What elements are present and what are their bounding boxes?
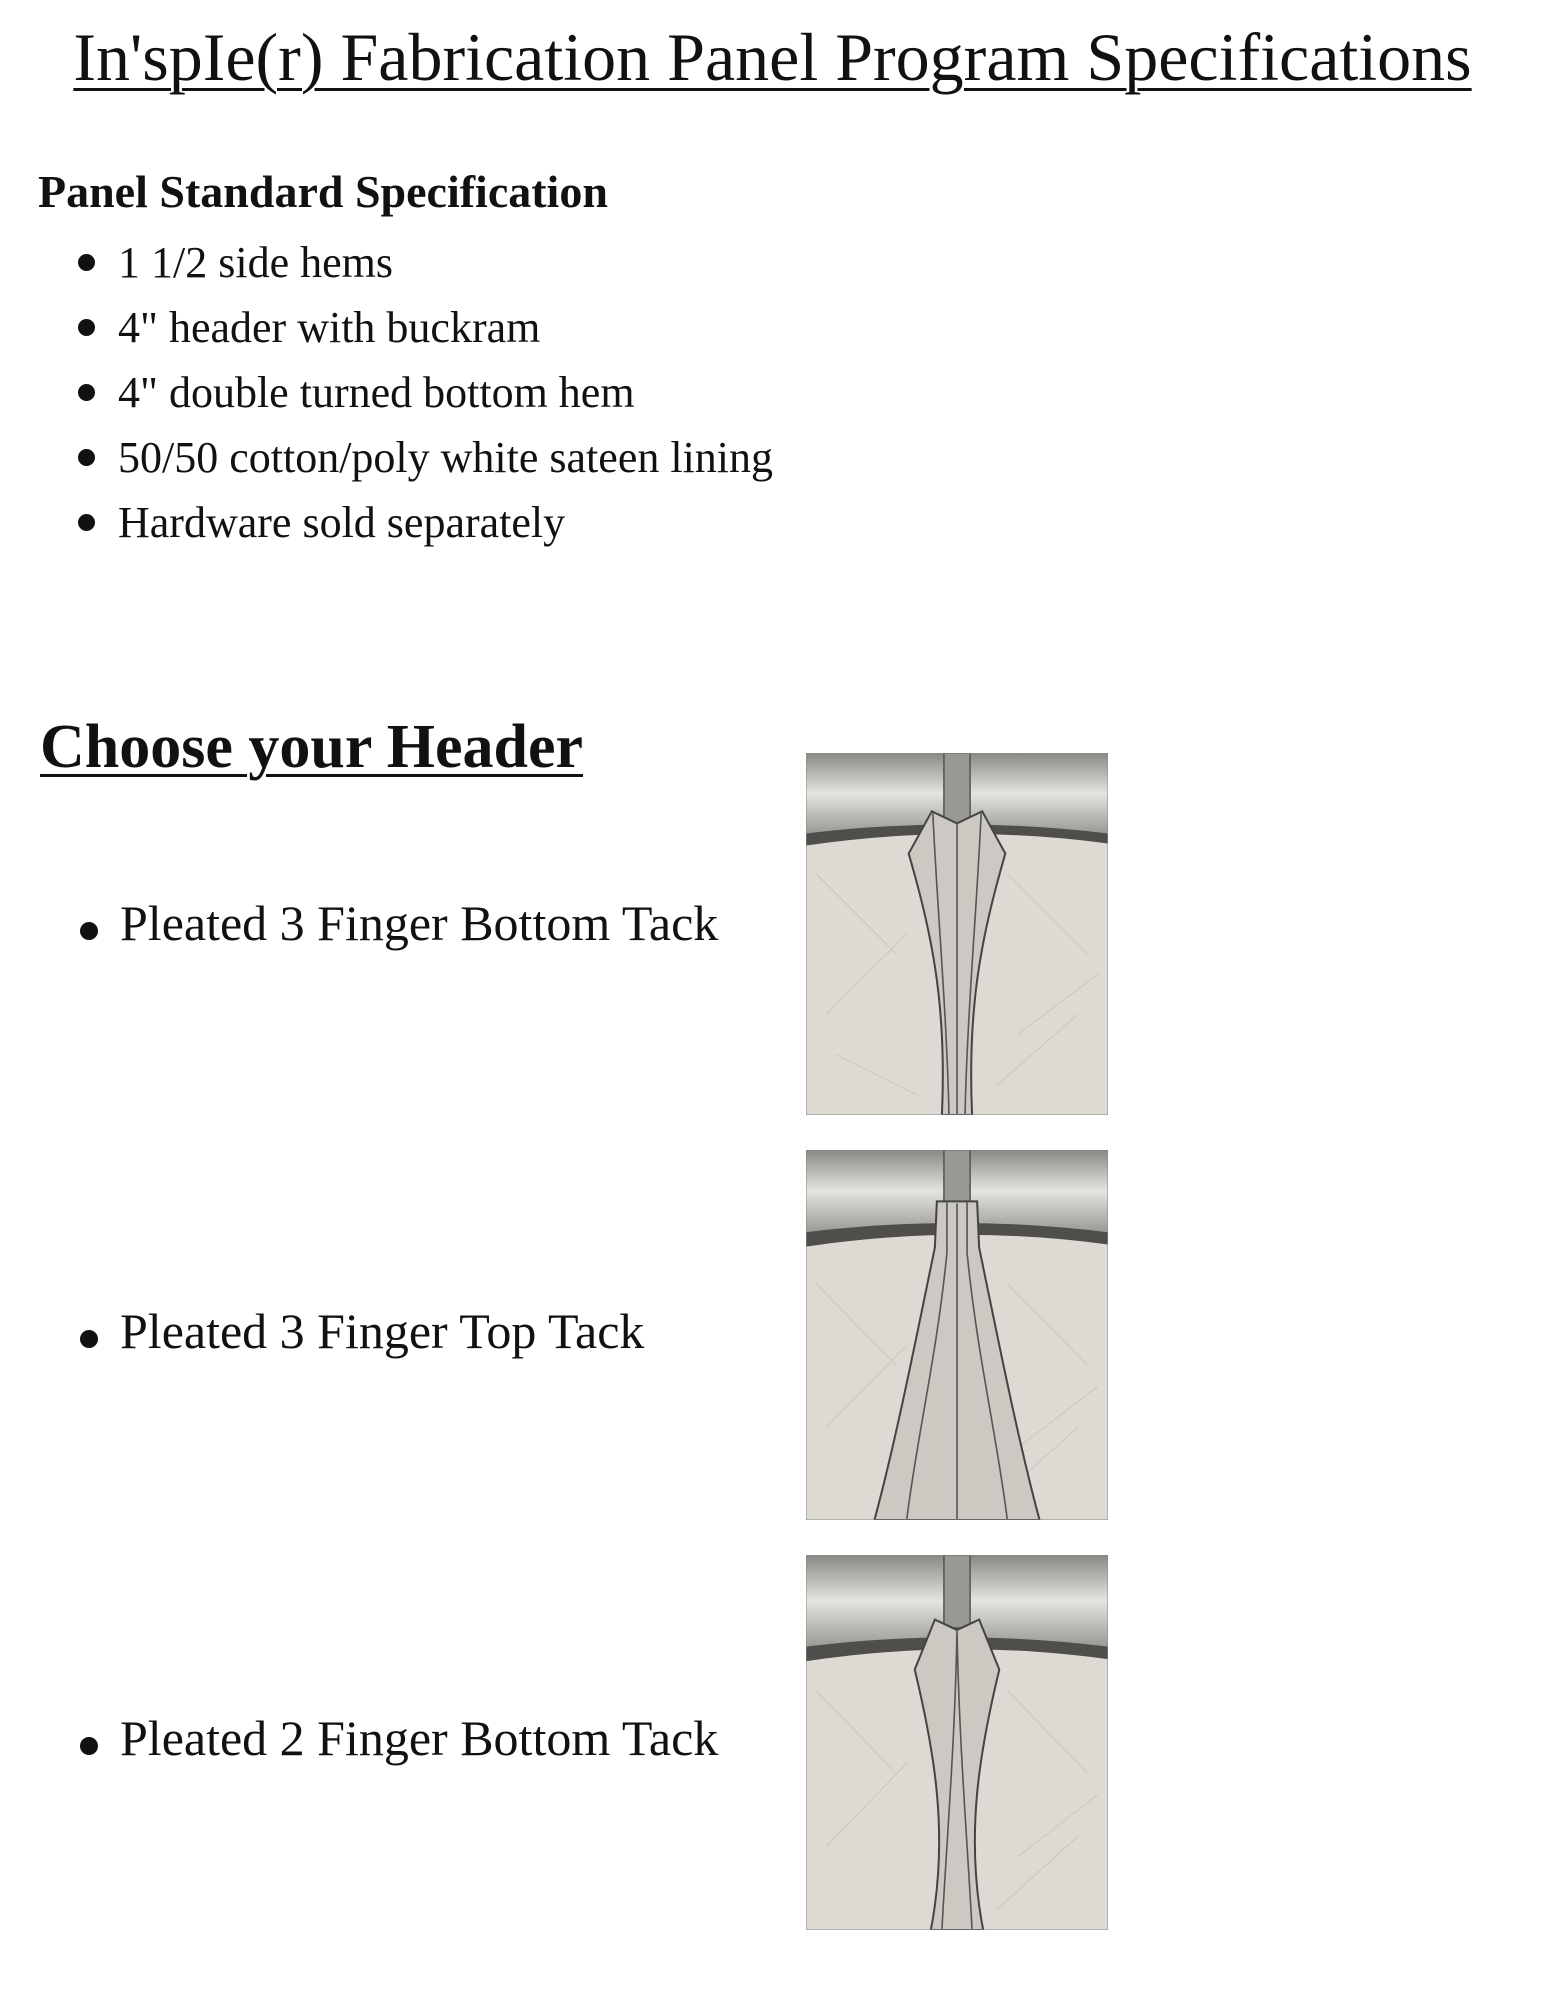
choose-header-heading: Choose your Header: [40, 713, 584, 781]
header-option-label: Pleated 3 Finger Bottom Tack: [120, 895, 719, 951]
spec-item-bottom-hem: 4" double turned bottom hem: [38, 360, 773, 425]
header-option-2-finger-bottom-tack: [120, 1709, 718, 1767]
header-option-3-finger-top-tack: [120, 1302, 644, 1360]
header-option-3-finger-bottom-tack: [120, 894, 718, 952]
spec-item-lining: 50/50 cotton/poly white sateen lining: [38, 425, 773, 490]
spec-item-side-hems: 1 1/2 side hems: [38, 230, 773, 295]
spec-item-header: 4" header with buckram: [38, 295, 773, 360]
pleat-3-finger-top-tack-drawing: [806, 1150, 1108, 1520]
bullet-icon: [80, 1737, 98, 1755]
page-title: In'spIe(r) Fabrication Panel Program Specifications: [73, 19, 1472, 95]
standard-spec-list: [38, 230, 773, 555]
standard-spec-heading: Panel Standard Specification: [38, 166, 608, 217]
header-option-label: Pleated 3 Finger Top Tack: [120, 1303, 645, 1359]
spec-item-hardware: Hardware sold separately: [38, 490, 773, 555]
pleat-3-finger-bottom-tack-drawing: [806, 753, 1108, 1115]
bullet-icon: [80, 922, 98, 940]
bullet-icon: [80, 1330, 98, 1348]
header-option-label: Pleated 2 Finger Bottom Tack: [120, 1710, 719, 1766]
pleat-2-finger-bottom-tack-drawing: [806, 1555, 1108, 1930]
